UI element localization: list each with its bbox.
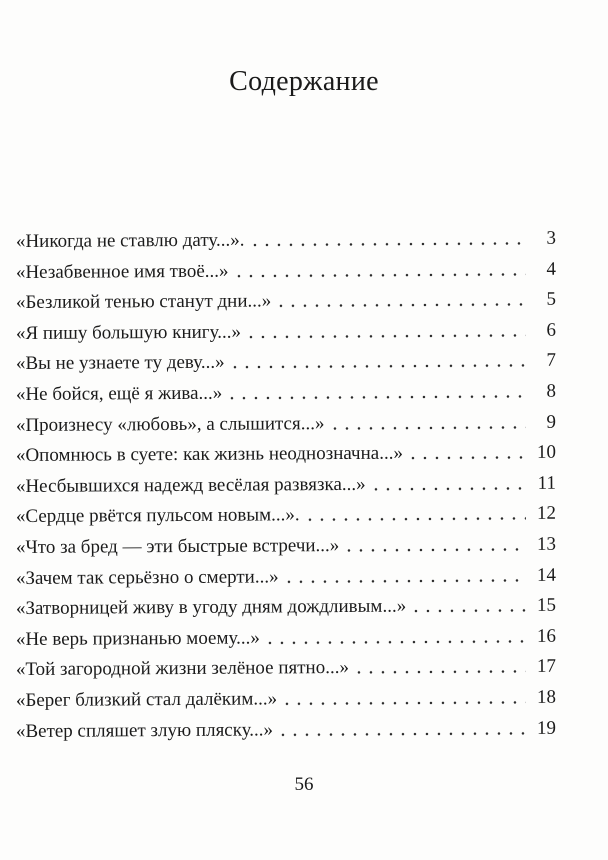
toc-entry-title: «Что за бред — эти быстрые встречи...»	[15, 535, 340, 558]
toc-entry-title: «Несбывшихся надежд весёлая развязка...»	[15, 473, 366, 497]
toc-entry-title: «Безликой тенью станут дни...»	[15, 290, 272, 314]
dot-leader	[343, 547, 526, 553]
toc-entry-title: «Сердце рвётся пульсом новым...».	[15, 504, 300, 528]
dot-leader	[248, 241, 526, 248]
toc-entry	[16, 555, 556, 589]
toc-entry	[16, 616, 556, 650]
toc-entry-title: «Затворницей живу в угоду дням дождливым...»	[15, 595, 407, 620]
dot-leader	[407, 455, 526, 461]
page-number: 56	[294, 774, 314, 795]
dot-leader	[275, 302, 526, 309]
toc-entry	[16, 678, 556, 712]
toc-entry	[16, 647, 556, 681]
dot-leader	[328, 424, 526, 430]
page-title: Содержание	[229, 66, 379, 97]
toc-entry-page: 17	[536, 656, 556, 678]
toc-entry-title: «Не верь признанью моему...»	[15, 627, 260, 650]
toc-entry-title: «Берег близкий стал далёким...»	[15, 688, 278, 711]
toc-entry	[16, 525, 556, 559]
toc-entry	[16, 249, 556, 283]
toc-entry	[16, 708, 556, 742]
toc-entry-page: 12	[536, 503, 556, 525]
toc-entry-page: 11	[537, 472, 556, 494]
dot-leader	[353, 669, 526, 675]
toc-entry	[16, 372, 556, 406]
toc-entry	[16, 433, 556, 467]
toc-entry	[16, 310, 556, 344]
dot-leader	[370, 486, 526, 492]
toc-entry-page: 19	[536, 717, 556, 739]
dot-leader	[264, 639, 526, 646]
toc-entry	[16, 341, 556, 375]
toc-entry-title: «Не бойся, ещё я жива...»	[15, 382, 223, 405]
toc-entry-title: «Опомнюсь в суете: как жизнь неоднозначна...»	[15, 442, 403, 467]
dot-leader	[226, 394, 526, 401]
dot-leader	[229, 363, 526, 370]
toc-entry-page: 10	[536, 441, 556, 464]
toc-entry-title: «Произнесу «любовь», а слышится...»	[15, 412, 325, 436]
toc-entry-title: «Зачем так серьёзно о смерти...»	[15, 565, 279, 589]
toc-entry-title: «Незабвенное имя твоё...»	[15, 260, 229, 283]
toc-entry	[16, 463, 556, 497]
toc-entry	[16, 219, 556, 253]
toc-entry-page: 5	[546, 288, 556, 310]
toc-entry-page: 18	[536, 686, 556, 708]
toc-entry-page: 6	[546, 319, 556, 341]
dot-leader	[304, 516, 526, 522]
toc-entry-page: 15	[536, 594, 556, 617]
toc-entry-page: 7	[546, 350, 556, 372]
dot-leader	[232, 271, 525, 278]
toc-entry-title: «Никогда не ставлю дату...».	[15, 229, 245, 253]
toc-entry-page: 14	[536, 564, 556, 586]
dot-leader	[283, 577, 526, 583]
toc-entry	[16, 280, 556, 314]
dot-leader	[410, 608, 526, 614]
dot-leader	[281, 700, 526, 706]
toc-entry	[16, 586, 556, 620]
dot-leader	[245, 333, 526, 340]
toc-entry-page: 3	[546, 227, 556, 249]
toc-entry	[16, 402, 556, 436]
toc-entry-title: «Вы не узнаете ту деву...»	[15, 352, 225, 375]
toc-entry-page: 4	[546, 258, 556, 280]
toc-entry-title: «Той загородной жизни зелёное пятно...»	[15, 657, 350, 681]
toc-entry	[16, 494, 556, 528]
toc-entry-page: 9	[546, 411, 556, 433]
toc-entry-title: «Я пишу большую книгу...»	[15, 321, 241, 344]
toc-entry-page: 16	[536, 625, 556, 647]
toc-entry-page: 8	[546, 380, 556, 402]
toc-entry-page: 13	[536, 533, 556, 555]
dot-leader	[277, 730, 526, 737]
toc-entry-title: «Ветер спляшет злую пляску...»	[15, 719, 274, 742]
